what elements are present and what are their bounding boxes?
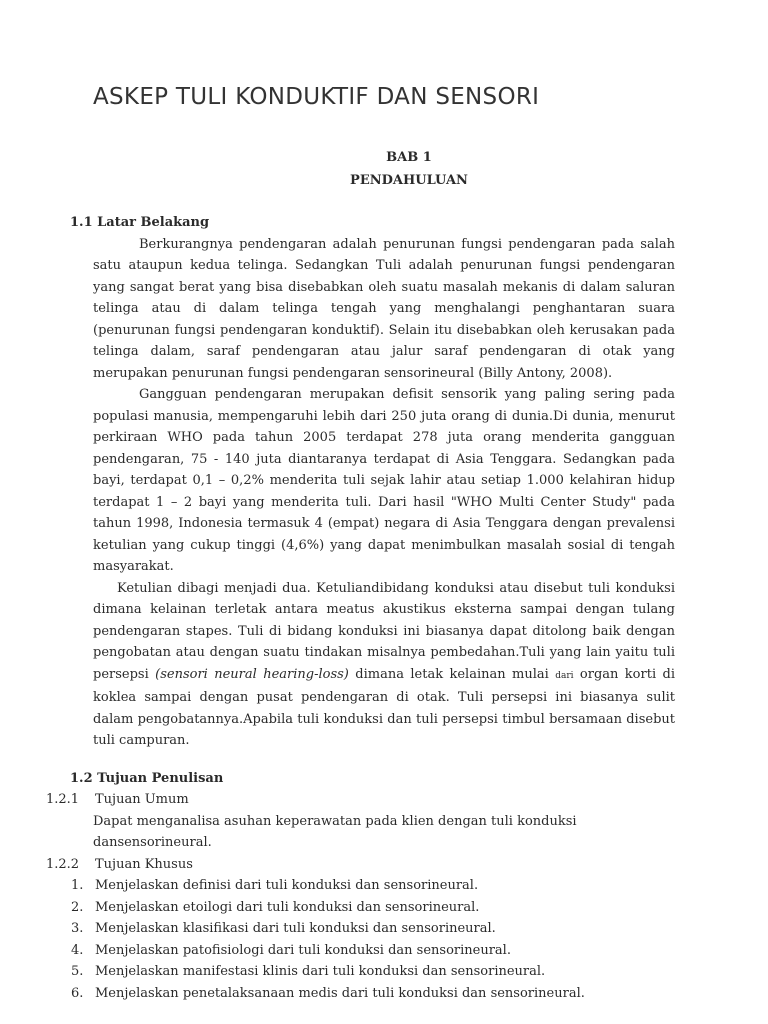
paragraph-3-italic-term: (sensori neural hearing-loss)	[155, 666, 349, 682]
section-heading-latar-belakang: 1.1 Latar Belakang	[70, 215, 210, 230]
list-item-number: 6.	[71, 985, 84, 1001]
specific-goals-list	[71, 875, 675, 1004]
subsection-tujuan-umum	[46, 789, 675, 811]
list-item-text: Menjelaskan patofisiologi dari tuli konduksi dan sensorineural.	[95, 942, 511, 958]
paragraph-2: Gangguan pendengaran merupakan defisit sensorik yang paling sering pada populasi manusia, mempengaruhi lebih dari 250 juta orang di dunia.Di dunia, menurut perkiraan WHO pada tahun 2005 terdapat 278 juta orang menderita gangguan pendengaran, 75 - 140 juta diantaranya terdapat di Asia Tenggara. Sedangkan pada bayi, terdapat 0,1 – 0,2% menderita tuli sejak lahir atau setiap 1.000 kelahiran hidup terdapat 1 – 2 bayi yang menderita tuli. Dari hasil "WHO Multi Center Study" pada tahun 1998, Indonesia termasuk 4 (empat) negara di Asia Tenggara dengan prevalensi ketulian yang cukup tinggi (4,6%) yang dapat menimbulkan masalah sosial di tengah masyarakat.	[93, 387, 675, 574]
section-spacer	[93, 752, 675, 768]
paragraph-3-small-word: dari	[555, 670, 574, 681]
page-title: ASKEP TULI KONDUKTIF DAN SENSORI	[93, 84, 540, 110]
section-heading-tujuan-penulisan: 1.2 Tujuan Penulisan	[70, 770, 224, 786]
list-item	[71, 918, 675, 940]
document-body	[46, 212, 675, 1004]
list-item-text: Menjelaskan penetalaksanaan medis dari tuli konduksi dan sensorineural.	[95, 985, 585, 1001]
list-item-number: 5.	[71, 964, 84, 979]
list-item-text: Menjelaskan definisi dari tuli konduksi dan sensorineural.	[95, 878, 479, 893]
paragraph-3-part-a: Ketulian dibagi menjadi dua. Ketuliandibidang konduksi atau disebut tuli konduksi dimana kelainan terletak antara meatus akustikus eksterna sampai dengan tulang pendengaran stapes. Tuli di bidang konduksi ini biasanya dapat ditolong baik dengan pengobatan atau dengan suatu tindakan misalnya pembedahan.Tuli yang lain yaitu tuli persepsi	[93, 580, 675, 682]
chapter-title: PENDAHULUAN	[350, 173, 468, 188]
chapter-number: BAB 1	[386, 150, 432, 165]
list-item-number: 1.	[71, 878, 84, 893]
paragraph-3	[93, 578, 675, 752]
list-item-text: Menjelaskan klasifikasi dari tuli konduksi dan sensorineural.	[95, 921, 496, 936]
list-item-number: 3.	[71, 921, 84, 936]
subsection-tujuan-khusus	[46, 854, 675, 876]
paragraph-3-part-c: organ korti di koklea sampai dengan pusat pendengaran di otak. Tuli persepsi ini biasanya sulit dalam pengobatannya.Apabila tuli konduksi dan tuli persepsi timbul bersamaan disebut tuli campuran.	[93, 666, 675, 748]
subsection-number: 1.2.1	[46, 792, 80, 807]
list-item-text: Menjelaskan manifestasi klinis dari tuli konduksi dan sensorineural.	[95, 964, 546, 979]
list-item	[71, 940, 675, 962]
list-item	[71, 897, 675, 919]
list-item	[71, 983, 675, 1005]
list-item-number: 2.	[71, 899, 84, 915]
subsection-label: Tujuan Umum	[95, 792, 189, 807]
paragraph-3-part-b: dimana letak kelainan mulai	[348, 666, 556, 682]
list-item-number: 4.	[71, 942, 84, 958]
subsection-number: 1.2.2	[46, 856, 80, 872]
subsection-label: Tujuan Khusus	[95, 856, 193, 872]
list-item	[71, 875, 675, 897]
list-item-text: Menjelaskan etoilogi dari tuli konduksi dan sensorineural.	[95, 899, 480, 915]
general-goal-text: Dapat menganalisa asuhan keperawatan pada klien dengan tuli konduksi dansensorineural.	[93, 813, 577, 850]
paragraph-1: Berkurangnya pendengaran adalah penurunan fungsi pendengaran pada salah satu ataupun kedua telinga. Sedangkan Tuli adalah penurunan fungsi pendengaran yang sangat berat yang bisa disebabkan oleh suatu masalah mekanis di dalam saluran telinga atau di dalam telinga tengah yang menghalangi penghantaran suara (penurunan fungsi pendengaran konduktif). Selain itu disebabkan oleh kerusakan pada telinga dalam, saraf pendengaran atau jalur saraf pendengaran di otak yang merupakan penurunan fungsi pendengaran sensorineural (Billy Antony, 2008).	[93, 236, 675, 381]
list-item	[71, 961, 675, 983]
